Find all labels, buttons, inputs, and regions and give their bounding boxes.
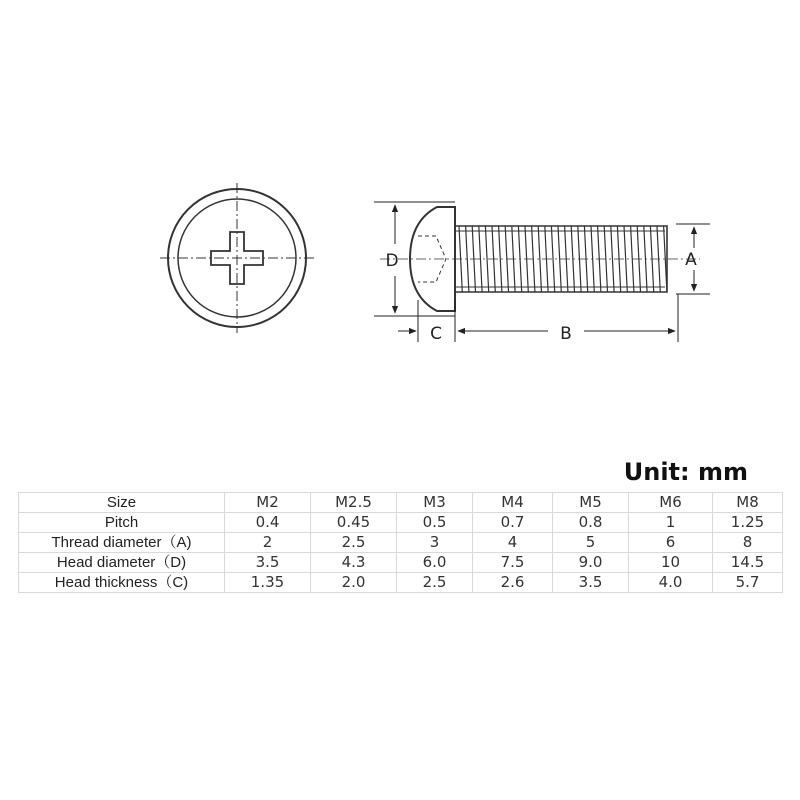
value-cell: 2.5 (311, 533, 397, 553)
dimension-label-d: D (385, 251, 399, 271)
size-cell: M2.5 (311, 493, 397, 513)
dimension-label-a: A (685, 250, 697, 270)
value-cell: 5 (553, 533, 629, 553)
value-cell: 0.8 (553, 513, 629, 533)
table-row (19, 533, 783, 553)
value-cell: 5.7 (713, 573, 783, 593)
value-cell: 7.5 (473, 553, 553, 573)
value-cell: 1.35 (225, 573, 311, 593)
value-cell: 4.3 (311, 553, 397, 573)
size-cell: M3 (397, 493, 473, 513)
header-label: Size (19, 493, 225, 513)
value-cell: 9.0 (553, 553, 629, 573)
value-cell: 10 (629, 553, 713, 573)
value-cell: 1 (629, 513, 713, 533)
row-label: Head diameter（D) (19, 553, 225, 573)
value-cell: 0.45 (311, 513, 397, 533)
row-label: Thread diameter（A) (19, 533, 225, 553)
value-cell: 0.5 (397, 513, 473, 533)
size-cell: M8 (713, 493, 783, 513)
table-row (19, 553, 783, 573)
table-row (19, 513, 783, 533)
value-cell: 3.5 (553, 573, 629, 593)
value-cell: 2 (225, 533, 311, 553)
value-cell: 2.6 (473, 573, 553, 593)
size-cell: M6 (629, 493, 713, 513)
table-row (19, 573, 783, 593)
value-cell: 6.0 (397, 553, 473, 573)
screw-side-view (380, 207, 700, 311)
table-header-row (19, 493, 783, 513)
value-cell: 0.7 (473, 513, 553, 533)
size-cell: M5 (553, 493, 629, 513)
value-cell: 2.0 (311, 573, 397, 593)
value-cell: 0.4 (225, 513, 311, 533)
size-cell: M4 (473, 493, 553, 513)
row-label: Head thickness（C) (19, 573, 225, 593)
value-cell: 4.0 (629, 573, 713, 593)
screw-spec-table (18, 492, 783, 593)
value-cell: 3.5 (225, 553, 311, 573)
value-cell: 6 (629, 533, 713, 553)
value-cell: 8 (713, 533, 783, 553)
value-cell: 3 (397, 533, 473, 553)
value-cell: 14.5 (713, 553, 783, 573)
size-cell: M2 (225, 493, 311, 513)
dimension-label-c: C (430, 324, 442, 344)
row-label: Pitch (19, 513, 225, 533)
value-cell: 1.25 (713, 513, 783, 533)
screw-head-top-view (160, 183, 314, 333)
value-cell: 2.5 (397, 573, 473, 593)
dimension-label-b: B (560, 324, 572, 344)
unit-label: Unit: mm (623, 458, 748, 486)
value-cell: 4 (473, 533, 553, 553)
